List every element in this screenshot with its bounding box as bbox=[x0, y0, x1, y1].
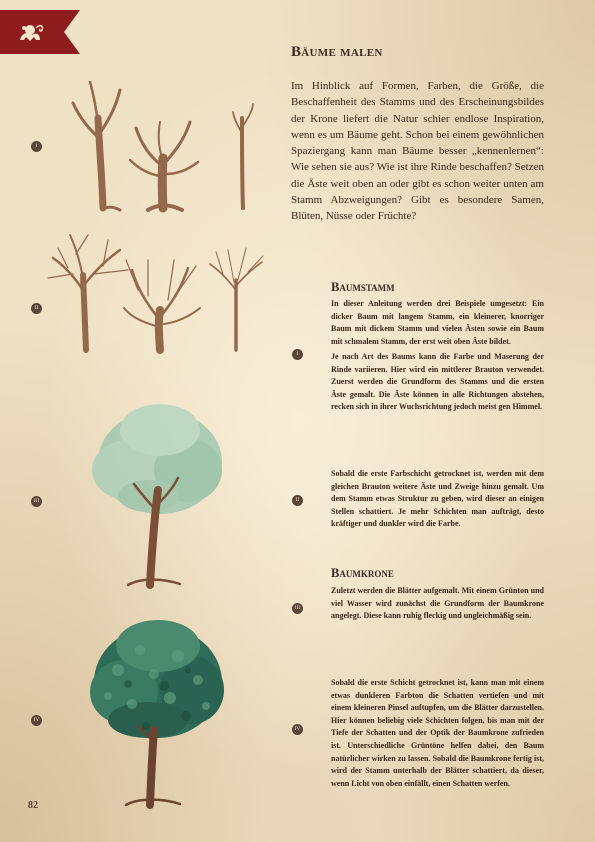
trunks-step-1-illustration bbox=[58, 78, 278, 228]
baumkrone-paragraph-2: Sobald die erste Schicht getrocknet ist, kann man mit einem etwas dunkleren Farbton die Schatten vertiefen und mit einem kleineren Pinsel auftupfen, um die Blätter darzustellen. Hier können beliebig viele Schichten folgen, bis man mit der Tiefe der Schatten und der Optik der Baumkrone zufrieden ist. Unterschiedliche Grüntöne helfen dabei, den Baum natürlicher wirken zu lassen. Sobald die Baumkrone fertig ist, wird der Stamm unterhalb der Blätter schattiert, da dieser, wenn Licht von oben einfällt, einen Schatten werfen. bbox=[331, 678, 544, 788]
baumkrone-paragraph-1: Zuletzt werden die Blätter aufgemalt. Mit einem Grünton und viel Wasser wird zunächst die Grundform der Baumkrone angelegt. Diese kann ruhig fleckig und ungleichmäßig sein. bbox=[331, 586, 544, 621]
text-badge-3: III bbox=[292, 603, 303, 614]
baumstamm-paragraph-1: In dieser Anleitung werden drei Beispiele umgesetzt: Ein dicker Baum mit langem Stamm, ein kleinerer, knorriger Baum mit dickem Stamm und vielen Ästen sowie ein Baum mit schmalem Stamm, der erst weit oben Äste bildet. bbox=[331, 299, 544, 346]
ribbon-banner bbox=[0, 10, 80, 54]
step-badge-1: I bbox=[31, 141, 42, 152]
illustration-column bbox=[0, 60, 290, 820]
page-title: Bäume malen bbox=[291, 44, 383, 60]
brand-ribbon bbox=[0, 10, 80, 54]
step-badge-4: IV bbox=[31, 715, 42, 726]
intro-paragraph: Im Hinblick auf Formen, Farben, die Größe, die Beschaffenheit des Stamms und des Erscheinungsbildes der Krone liefert die Natur schier endlose Inspiration, wenn es um Bäume geht. Schon bei einem gewöhnlichen Spaziergang kann man Bäume besser „kennenlernen“: Wie sehen sie aus? Wie ist ihre Rinde beschaffen? Setzen die Äste weit oben an oder gibt es schon weiter unten am Stamm Abzweigungen? Gibt es besondere Samen, Blüten, Nüsse oder Früchte? bbox=[291, 80, 544, 223]
trunks-step-2-illustration bbox=[48, 230, 278, 360]
tree-step-4-illustration bbox=[88, 620, 228, 810]
page-number: 82 bbox=[28, 800, 38, 811]
section-heading-baumstamm: Baumstamm bbox=[331, 280, 395, 294]
baumstamm-paragraph-3: Sobald die erste Farbschicht getrocknet ist, werden mit dem gleichen Brauton weitere Äste und Zweige hinzu gemalt. Um dem Stamm etwas Struktur zu geben, wird dieser an einigen Stellen schattiert. Je mehr Schichten man aufträgt, desto kräftiger und dunkler wird die Farbe. bbox=[331, 469, 544, 529]
tree-step-3-illustration bbox=[88, 400, 228, 590]
text-badge-4: IV bbox=[292, 724, 303, 735]
text-badge-1: I bbox=[292, 349, 303, 360]
text-badge-2: II bbox=[292, 495, 303, 506]
baumstamm-paragraph-2: Je nach Art des Baums kann die Farbe und Maserung der Rinde variieren. Hier wird ein mittlerer Brauton verwendet. Zuerst werden die Grundform des Stamms und die ersten Äste gemalt. Die Äste können in alle Richtungen abstehen, recken sich in ihrer Wuchsrichtung jedoch meist gen Himmel. bbox=[331, 352, 544, 412]
step-badge-2: II bbox=[31, 303, 42, 314]
section-heading-baumkrone: Baumkrone bbox=[331, 566, 394, 580]
step-badge-3: III bbox=[31, 496, 42, 507]
